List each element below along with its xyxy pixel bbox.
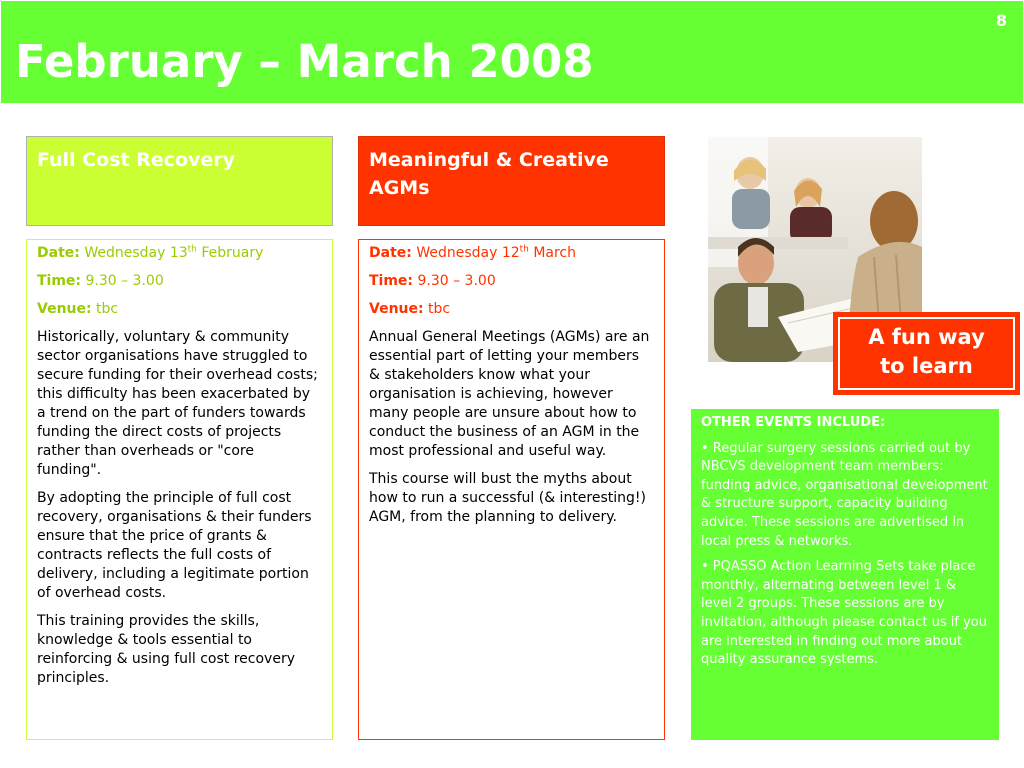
venue-label: Venue: — [369, 301, 424, 317]
time-label: Time: — [369, 273, 414, 289]
course-heading-full-cost-recovery: Full Cost Recovery — [26, 136, 333, 226]
page-number: 8 — [995, 11, 1007, 30]
time-value: 9.30 – 3.00 — [417, 273, 496, 289]
time-row — [37, 272, 322, 291]
date-row — [37, 244, 322, 263]
time-value: 9.30 – 3.00 — [85, 273, 164, 289]
time-row — [369, 272, 654, 291]
description-paragraph: This training provides the skills, knowledge & tools essential to reinforcing & using full cost recovery principles. — [37, 613, 295, 686]
slide-header — [1, 1, 1023, 103]
description-paragraph: Historically, voluntary & community sector organisations have struggled to secure funding for their overhead costs; this difficulty has been exacerbated by a trend on the part of funders towards funding the direct costs of projects rather than overheads or "core funding". — [37, 329, 318, 478]
fun-way-callout — [833, 312, 1020, 395]
date-value: Wednesday 12th March — [416, 244, 577, 261]
date-value: Wednesday 13th February — [84, 244, 264, 261]
description-paragraph: Annual General Meetings (AGMs) are an essential part of letting your members & stakeholders know what your organisation is achieving, however many people are unsure about how to conduct the business of an AGM in the most professional and useful way. — [369, 329, 650, 459]
event-item: • PQASSO Action Learning Sets take place monthly, alternating between level 1 & level 2 groups. These sessions are by invitation, although please contact us if you are interested in finding out more about quality assurance systems. — [701, 559, 987, 668]
course-details-full-cost-recovery — [26, 239, 333, 740]
venue-value: tbc — [96, 301, 119, 317]
course-details-agms — [358, 239, 665, 740]
date-row — [369, 244, 654, 263]
description-paragraph: This course will bust the myths about how to run a successful (& interesting!) AGM, from the planning to delivery. — [369, 471, 646, 525]
course-heading-agms: Meaningful & Creative AGMs — [358, 136, 665, 226]
venue-row — [369, 300, 654, 319]
event-item: • Regular surgery sessions carried out by NBCVS development team members: funding advice, organisational development & structure support, capacity building advice. These sessions are advertised in local press & networks. — [701, 440, 988, 549]
page-title: February – March 2008 — [15, 35, 594, 88]
callout-line: to learn — [880, 354, 973, 378]
other-events-title: OTHER EVENTS INCLUDE: — [701, 415, 886, 430]
date-label: Date: — [369, 245, 412, 261]
time-label: Time: — [37, 273, 82, 289]
callout-line: A fun way — [868, 325, 985, 349]
date-label: Date: — [37, 245, 80, 261]
other-events-box — [691, 409, 999, 740]
venue-label: Venue: — [37, 301, 92, 317]
description-paragraph: By adopting the principle of full cost recovery, organisations & their funders ensure that the price of grants & contracts reflects the full costs of delivery, including a legitimate portion of overhead costs. — [37, 490, 312, 601]
venue-value: tbc — [428, 301, 451, 317]
venue-row — [37, 300, 322, 319]
